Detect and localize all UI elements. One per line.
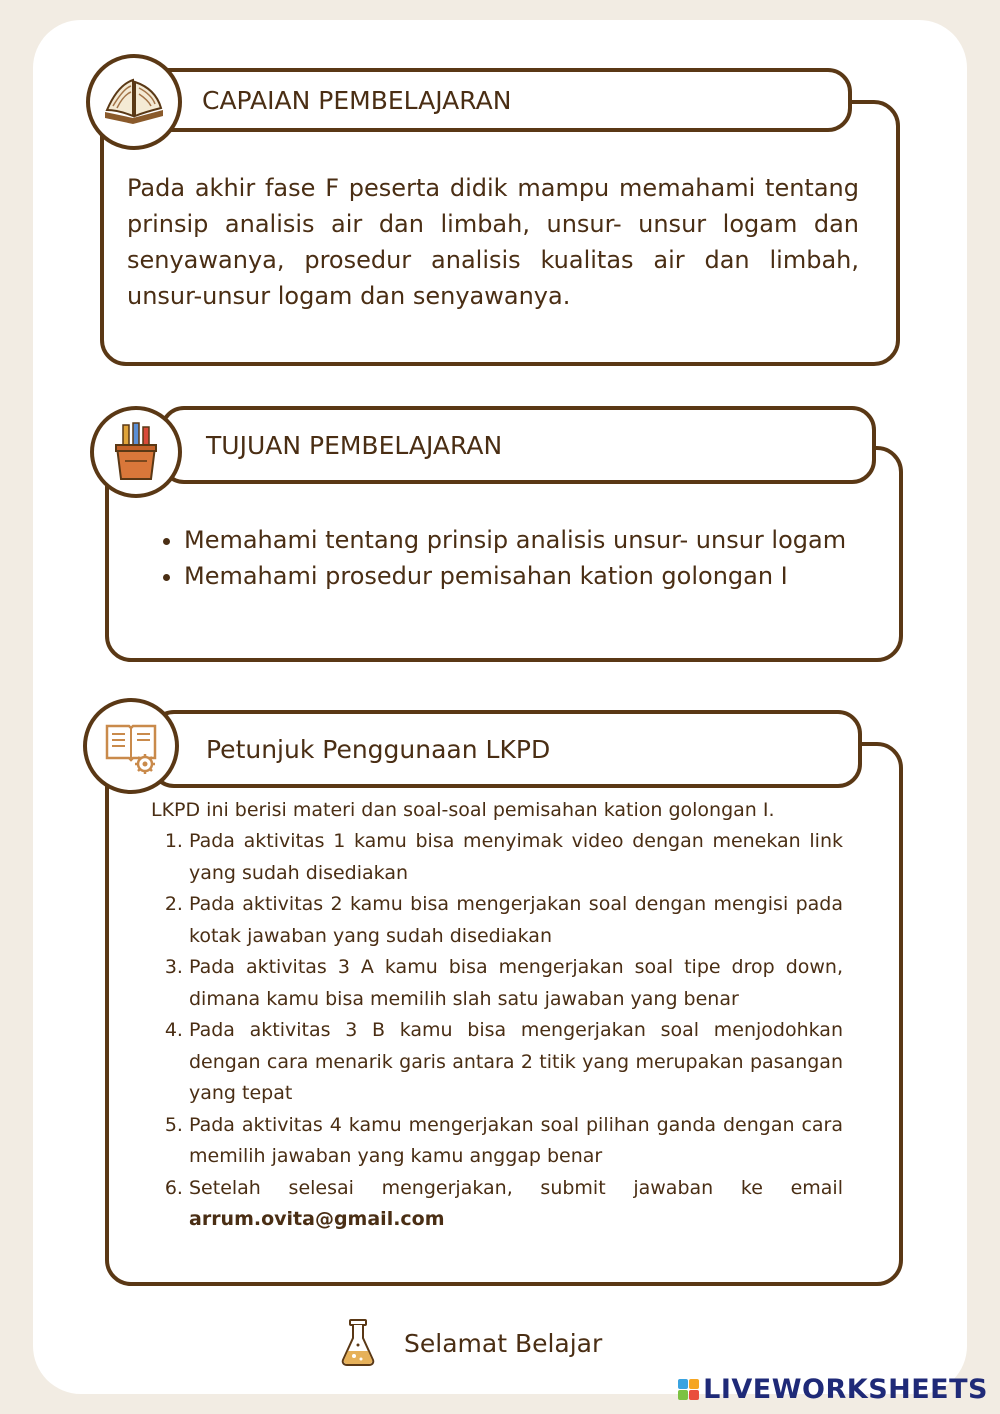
tujuan-title: TUJUAN PEMBELAJARAN	[206, 430, 503, 460]
open-book-icon	[99, 72, 169, 132]
tujuan-list	[154, 522, 872, 594]
capaian-icon-circle	[86, 54, 182, 150]
flask-icon	[340, 1318, 376, 1368]
pencil-cup-icon	[111, 421, 161, 483]
petunjuk-header	[150, 710, 862, 788]
list-item: 5. Pada aktivitas 4 kamu mengerjakan soal pilihan ganda dengan cara memilih jawaban yang kamu anggap benar	[189, 1110, 843, 1173]
petunjuk-title: Petunjuk Penggunaan LKPD	[206, 734, 551, 764]
tujuan-header	[160, 406, 876, 484]
capaian-header	[130, 68, 852, 132]
capaian-title: CAPAIAN PEMBELAJARAN	[202, 85, 512, 115]
footer-text: Selamat Belajar	[404, 1328, 603, 1358]
tujuan-icon-circle	[90, 406, 182, 498]
manual-gear-icon	[101, 716, 161, 776]
list-item: 2. Pada aktivitas 2 kamu bisa mengerjakan soal dengan mengisi pada kotak jawaban yang sudah disediakan	[189, 889, 843, 952]
list-item: 4. Pada aktivitas 3 B kamu bisa mengerjakan soal menjodohkan dengan cara menarik garis antara 2 titik yang merupakan pasangan yang tepat	[189, 1015, 843, 1110]
list-item: • Memahami prosedur pemisahan kation golongan I	[184, 558, 872, 594]
petunjuk-intro: LKPD ini berisi materi dan soal-soal pemisahan kation golongan I.	[151, 799, 775, 821]
list-item: 3. Pada aktivitas 3 A kamu bisa mengerjakan soal tipe drop down, dimana kamu bisa memilih slah satu jawaban yang benar	[189, 952, 843, 1015]
list-item: 1. Pada aktivitas 1 kamu bisa menyimak video dengan menekan link yang sudah disediakan	[189, 826, 843, 889]
brand-name: LIVEWORKSHEETS	[703, 1374, 988, 1405]
petunjuk-steps	[151, 826, 843, 1236]
footer	[340, 1318, 602, 1368]
brand-logo	[678, 1374, 988, 1405]
list-item: • Memahami tentang prinsip analisis unsur- unsur logam	[184, 522, 872, 558]
list-item	[189, 1173, 843, 1236]
email-link[interactable]: arrum.ovita@gmail.com	[189, 1208, 445, 1230]
step-text: Setelah selesai mengerjakan, submit jawaban ke email	[189, 1176, 843, 1199]
brand-badge-icon	[678, 1379, 699, 1400]
petunjuk-icon-circle	[83, 698, 179, 794]
capaian-text: Pada akhir fase F peserta didik mampu memahami tentang prinsip analisis air dan limbah, unsur- unsur logam dan senyawanya, prosedur analisis kualitas air dan limbah, unsur-unsur logam dan senyawanya.	[127, 174, 859, 310]
